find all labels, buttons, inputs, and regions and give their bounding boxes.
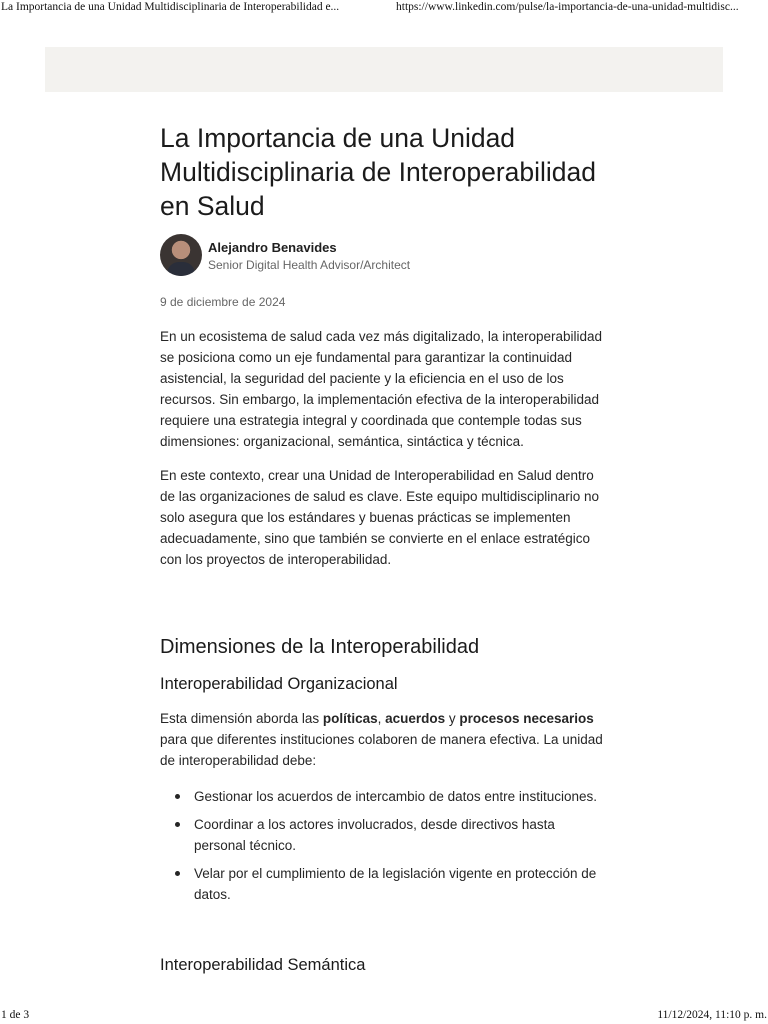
publish-date: 9 de diciembre de 2024	[160, 295, 286, 309]
article-title: La Importancia de una Unidad Multidisciplinaria de Interoperabilidad en Salud	[160, 123, 597, 221]
org-bold-agreements: acuerdos	[385, 711, 446, 726]
author-avatar[interactable]	[160, 234, 202, 276]
print-header-url: https://www.linkedin.com/pulse/la-importancia-de-una-unidad-multidisc...	[396, 1, 739, 13]
subsection-heading-organizational: Interoperabilidad Organizacional	[160, 675, 398, 693]
author-name[interactable]: Alejandro Benavides	[208, 240, 337, 255]
list-item: Coordinar a los actores involucrados, desde directivos hasta personal técnico.	[160, 814, 610, 856]
list-item: Gestionar los acuerdos de intercambio de datos entre instituciones.	[160, 786, 610, 807]
org-intro-after: para que diferentes instituciones colaboren de manera efectiva. La unidad de interoperabilidad debe:	[160, 732, 603, 768]
list-item: Velar por el cumplimiento de la legislación vigente en protección de datos.	[160, 863, 610, 905]
print-header	[0, 0, 768, 18]
org-bold-processes: procesos necesarios	[459, 711, 594, 726]
print-footer-datetime: 11/12/2024, 11:10 p. m.	[657, 1009, 767, 1021]
section-heading-dimensions: Dimensiones de la Interoperabilidad	[160, 636, 480, 658]
org-bold-policies: políticas	[322, 711, 378, 726]
paragraph-organizational	[160, 708, 610, 771]
top-banner-placeholder	[45, 47, 723, 92]
print-footer	[0, 1009, 768, 1024]
paragraph-context: En este contexto, crear una Unidad de Interoperabilidad en Salud dentro de las organizaciones de salud es clave. Este equipo multidisciplinario no solo asegura que los estándares y buenas prácticas se implementen adecuadamente, sino que también se convierte en el enlace estratégico con los proyectos de interoperabilidad.	[160, 468, 600, 567]
organizational-bullet-list	[160, 786, 610, 912]
org-sep-1: ,	[377, 711, 386, 726]
print-footer-page: 1 de 3	[1, 1009, 30, 1021]
subsection-heading-semantic: Interoperabilidad Semántica	[160, 956, 366, 974]
author-block[interactable]	[160, 234, 610, 278]
org-sep-2: y	[445, 711, 460, 726]
paragraph-intro: En un ecosistema de salud cada vez más digitalizado, la interoperabilidad se posiciona como un eje fundamental para garantizar la continuidad asistencial, la seguridad del paciente y la eficiencia en el uso de los recursos. Sin embargo, la implementación efectiva de la interoperabilidad requiere una estrategia integral y coordinada que contemple todas sus dimensiones: organizacional, semántica, sintáctica y técnica.	[160, 329, 603, 449]
author-role: Senior Digital Health Advisor/Architect	[208, 258, 411, 272]
org-intro-text: Esta dimensión aborda las	[160, 711, 323, 726]
print-header-title: La Importancia de una Unidad Multidisciplinaria de Interoperabilidad e...	[1, 1, 340, 13]
